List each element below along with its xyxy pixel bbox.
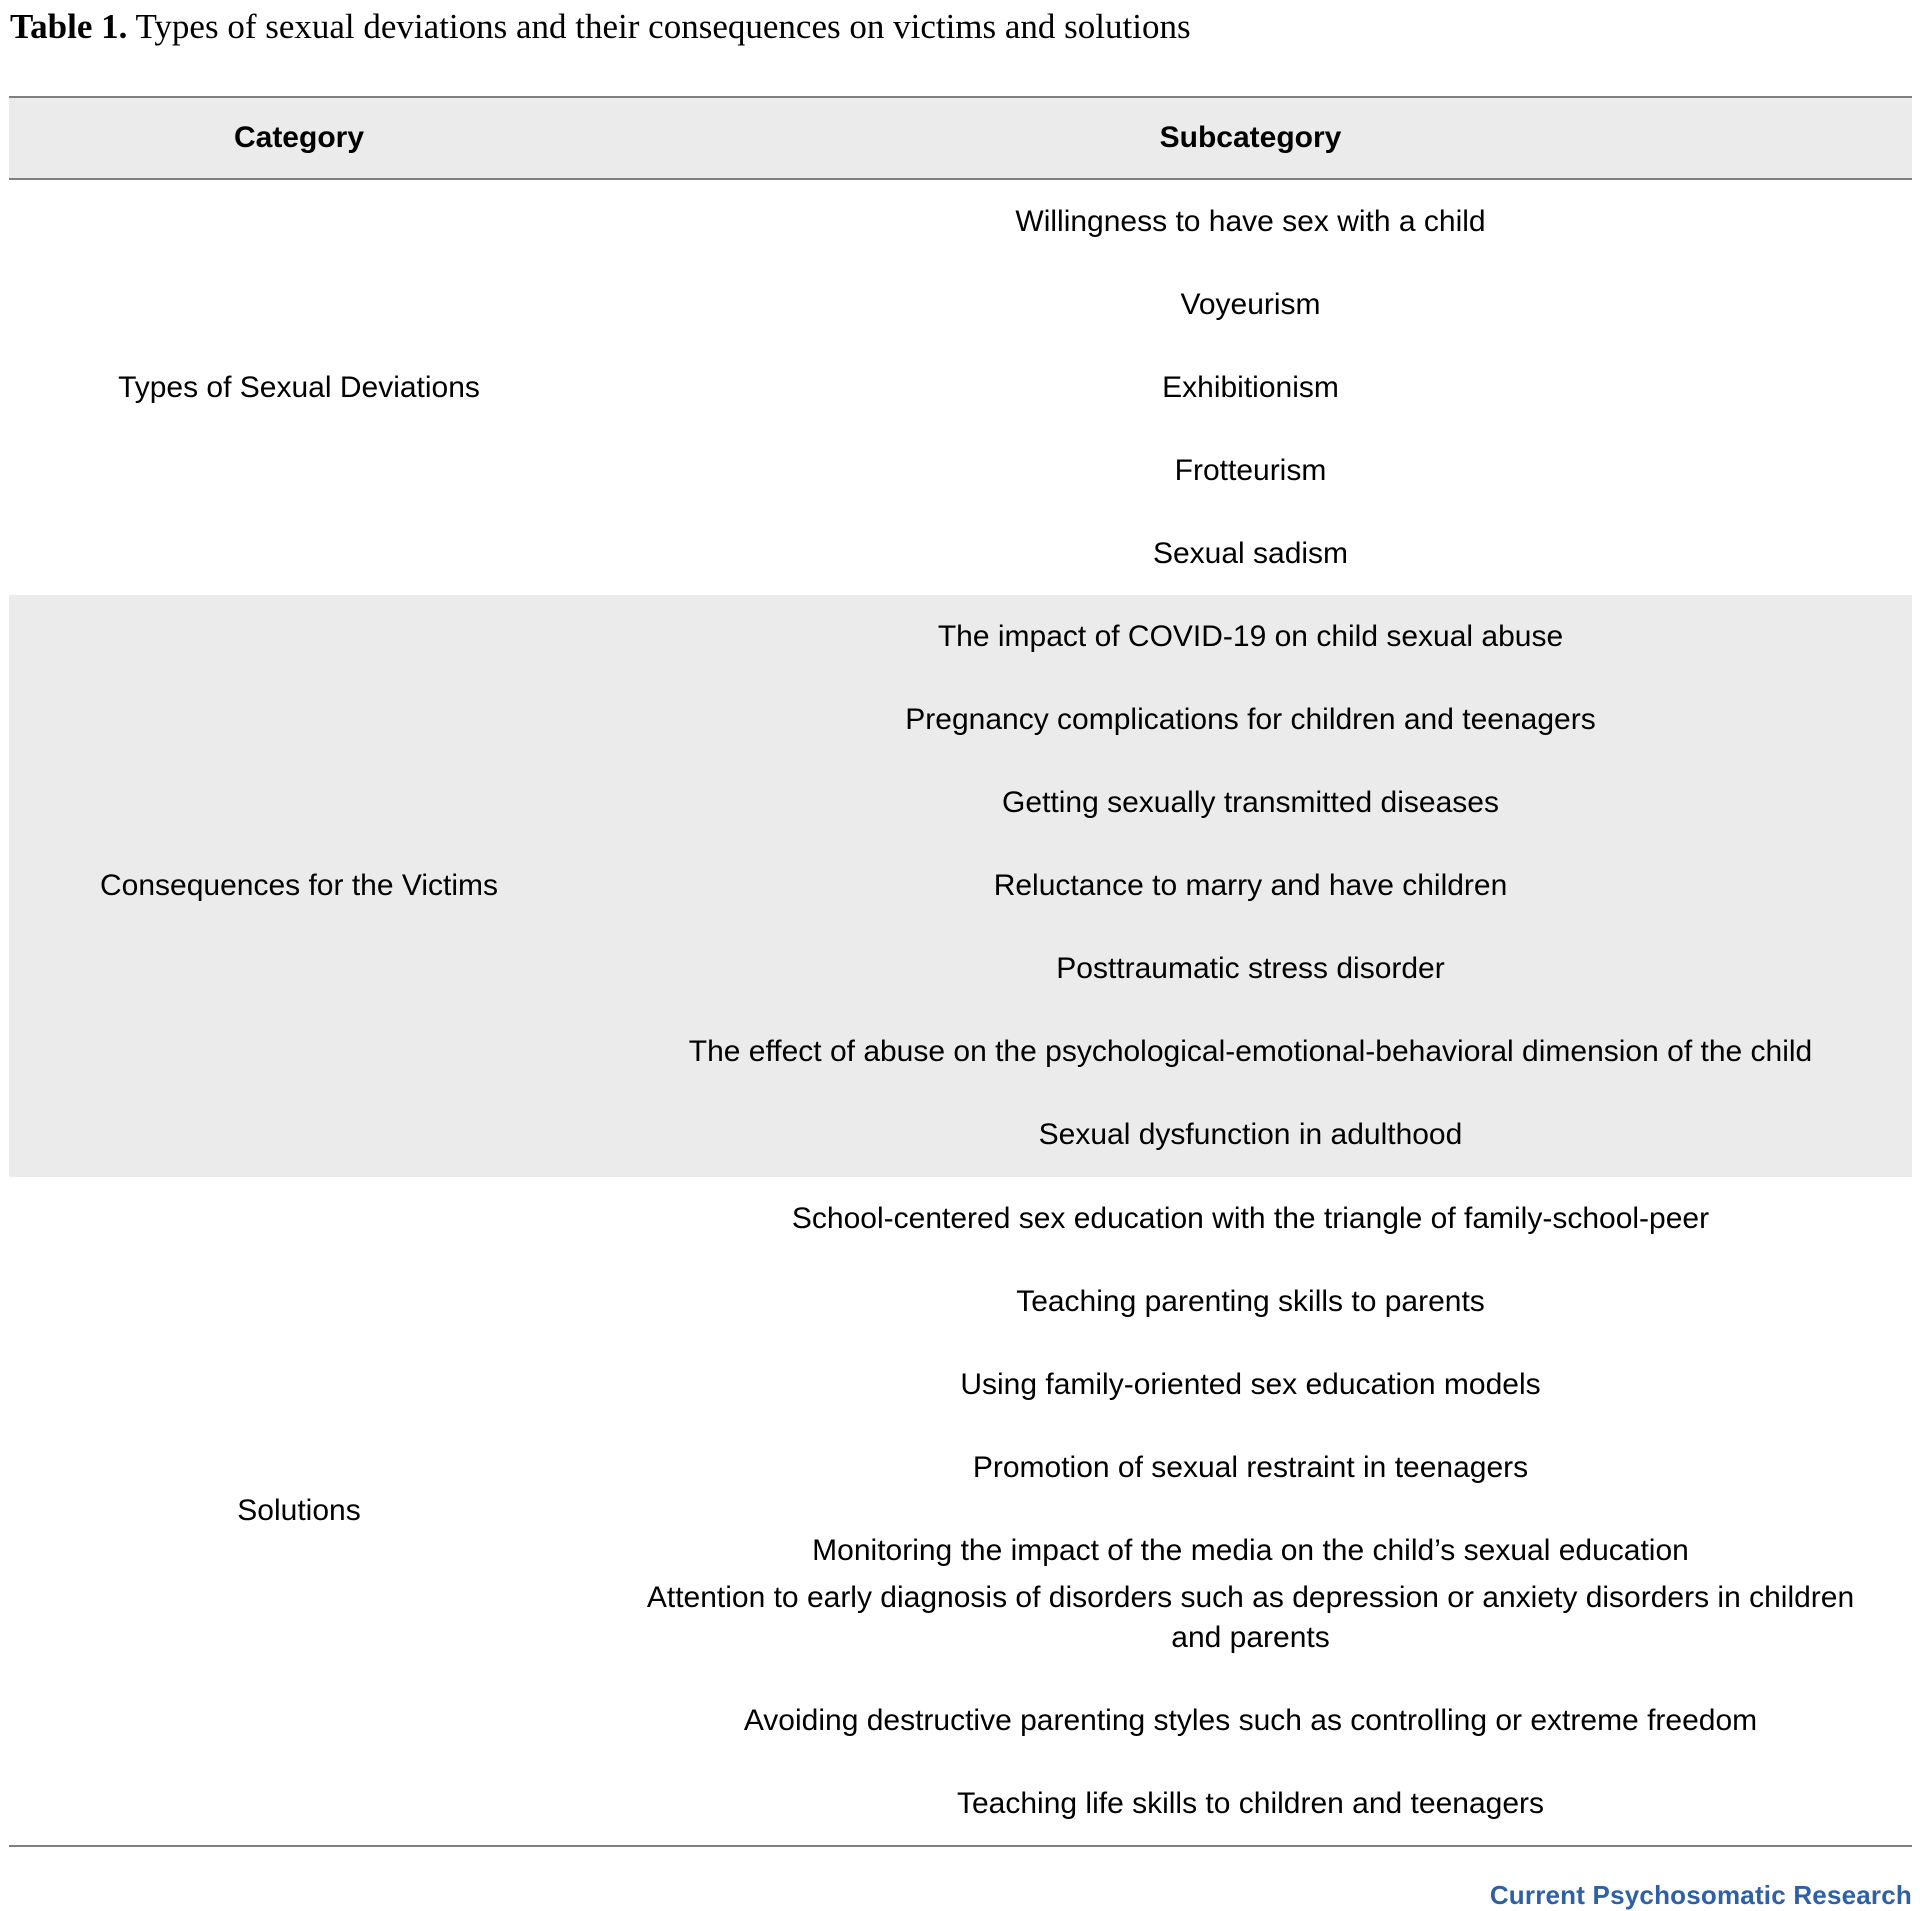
table-bottom-rule [9,1845,1912,1847]
header-subcategory: Subcategory [1159,121,1342,154]
subcategory-cell: Teaching parenting skills to parents [1016,1284,1485,1318]
table-header-row [9,98,1912,180]
subcategory-cell: Getting sexually transmitted diseases [1002,785,1499,819]
subcategory-cell: School-centered sex education with the triangle of family-school-peer [791,1201,1710,1235]
subcategory-cell: Attention to early diagnosis of disorders such as depression or anxiety disorders in children and parents [646,1581,1855,1654]
category-cell: Solutions [237,1494,361,1527]
table-title: Types of sexual deviations and their consequences on victims and solutions [135,7,1191,46]
subcategory-cell: Using family-oriented sex education models [960,1367,1541,1401]
subcategory-cell: Reluctance to marry and have children [993,868,1508,902]
table-label: Table 1. [10,7,128,46]
group-consequences-for-the-victims [9,595,1912,1177]
category-cell: Types of Sexual Deviations [118,370,480,404]
table-caption [10,4,1910,50]
subcategory-cell: Frotteurism [1174,453,1327,487]
subcategory-cell: Voyeurism [1180,287,1321,321]
subcategory-cell: Posttraumatic stress disorder [1056,951,1445,985]
subcategory-cell: Avoiding destructive parenting styles such as controlling or extreme freedom [743,1703,1758,1737]
subcategory-cell: Willingness to have sex with a child [1015,204,1486,238]
group-solutions [9,1177,1912,1845]
subcategory-cell: Pregnancy complications for children and teenagers [905,702,1596,736]
subcategory-cell: Sexual dysfunction in adulthood [1038,1118,1463,1151]
subcategory-cell: Promotion of sexual restraint in teenagers [972,1450,1529,1484]
group-types-of-sexual-deviations [9,180,1912,595]
subcategory-cell: The impact of COVID-19 on child sexual abuse [937,619,1564,653]
subcategory-cell: Sexual sadism [1152,536,1349,570]
subcategory-cell: Monitoring the impact of the media on the child’s sexual education [812,1533,1689,1567]
category-cell: Consequences for the Victims [100,869,498,902]
subcategory-cell: Exhibitionism [1162,370,1339,404]
subcategory-cell: Teaching life skills to children and teenagers [956,1786,1544,1820]
subcategory-cell: The effect of abuse on the psychological-emotional-behavioral dimension of the child [688,1034,1813,1068]
header-category: Category [233,121,365,154]
journal-logo: Current Psychosomatic Research [1489,1880,1912,1910]
